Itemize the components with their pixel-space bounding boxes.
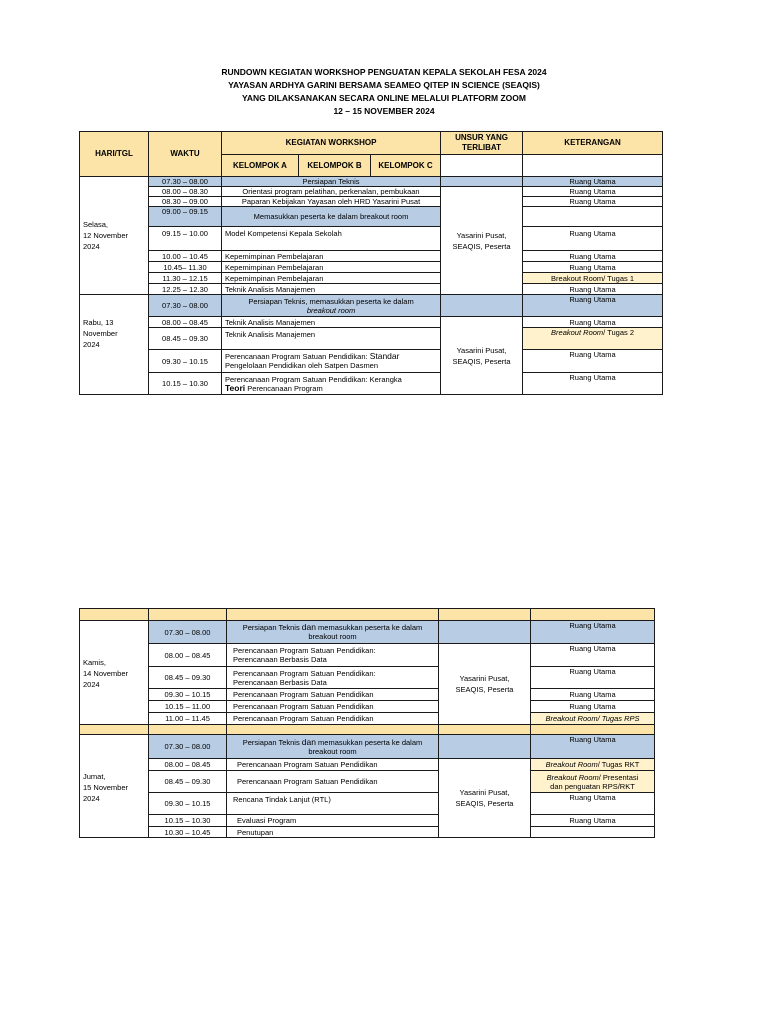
note-text-italic: Breakout Room xyxy=(546,772,599,782)
time-cell: 09.30 – 10.15 xyxy=(149,793,227,815)
header-keterangan-blank xyxy=(523,155,663,177)
header-strip-cell xyxy=(531,609,655,621)
note-text: / Presentasi xyxy=(598,772,639,782)
activity-cell: Rencana Tindak Lanjut (RTL) xyxy=(227,793,439,815)
header-kelompok-a: KELOMPOK A xyxy=(222,155,299,177)
note-cell: Ruang Utama xyxy=(523,227,663,251)
time-cell: 08.00 – 08.45 xyxy=(149,317,222,328)
separator-cell xyxy=(439,725,531,735)
header-strip-cell xyxy=(227,609,439,621)
title-line-4: 12 – 15 NOVEMBER 2024 xyxy=(333,106,435,116)
unsur-cell-rabu: Yasarini Pusat, SEAQIS, Peserta xyxy=(441,317,523,395)
separator-cell xyxy=(227,725,439,735)
note-text-italic: Breakout Room xyxy=(545,714,598,723)
activity-text: breakout room xyxy=(308,632,357,641)
time-cell: 08.00 – 08.30 xyxy=(149,187,222,197)
time-cell: 10.15 – 11.00 xyxy=(149,701,227,713)
time-cell: 07.30 – 08.00 xyxy=(149,735,227,759)
time-cell: 07.30 – 08.00 xyxy=(149,621,227,644)
time-cell: 08.30 – 09.00 xyxy=(149,197,222,207)
note-cell: Ruang Utama xyxy=(531,689,655,701)
note-cell: Ruang Utama xyxy=(523,177,663,187)
header-strip-cell xyxy=(439,609,531,621)
activity-cell: Kepemimpinan Pembelajaran xyxy=(222,251,441,262)
time-cell: 10.45– 11.30 xyxy=(149,262,222,273)
activity-cell: Perencanaan Program Satuan Pendidikan xyxy=(227,713,439,725)
unsur-cell-blank xyxy=(441,295,523,317)
header-hari: HARI/TGL xyxy=(80,132,149,177)
header-waktu: WAKTU xyxy=(149,132,222,177)
activity-cell: Paparan Kebijakan Yayasan oleh HRD Yasarini Pusat xyxy=(222,197,441,207)
note-cell: Ruang Utama xyxy=(523,197,663,207)
activity-cell: Penutupan xyxy=(227,827,439,838)
note-cell: Ruang Utama xyxy=(531,701,655,713)
activity-cell: Perencanaan Program Satuan Pendidikan xyxy=(227,701,439,713)
note-cell: Ruang Utama xyxy=(523,350,663,373)
activity-cell xyxy=(227,644,439,667)
note-cell xyxy=(531,827,655,838)
activity-text-large: Teori xyxy=(225,382,246,393)
time-cell: 10.15 – 10.30 xyxy=(149,373,222,395)
activity-cell: Teknik Analisis Manajemen xyxy=(222,328,441,350)
time-cell: 08.45 – 09.30 xyxy=(149,771,227,793)
activity-cell xyxy=(222,373,441,395)
note-text-italic: Breakout Room xyxy=(545,760,598,769)
time-cell: 09.30 – 10.15 xyxy=(149,350,222,373)
activity-text: Perencanaan Program Satuan Pendidikan: Kerangka xyxy=(225,374,402,384)
schedule-table-2 xyxy=(79,608,655,838)
note-cell: Ruang Utama xyxy=(523,284,663,295)
activity-text: breakout room xyxy=(308,746,357,756)
activity-cell xyxy=(222,350,441,373)
activity-text: memasukkan peserta ke dalam xyxy=(315,623,423,632)
note-cell: Ruang Utama xyxy=(523,295,663,317)
note-text: / Tugas RPS xyxy=(597,714,640,723)
activity-cell xyxy=(222,295,441,317)
unsur-cell-blank xyxy=(439,621,531,644)
activity-text-large: dan xyxy=(301,736,316,747)
activity-text-large: Standar xyxy=(369,351,400,361)
unsur-cell-blank xyxy=(441,177,523,187)
note-cell: Ruang Utama xyxy=(523,187,663,197)
activity-text: Perencanaan Program xyxy=(245,383,323,393)
unsur-cell-jumat: Yasarini Pusat, SEAQIS, Peserta xyxy=(439,759,531,838)
note-cell xyxy=(531,771,655,793)
title-line-1: RUNDOWN KEGIATAN WORKSHOP PENGUATAN KEPALA SEKOLAH FESA 2024 xyxy=(221,67,547,77)
unsur-cell-kamis: Yasarini Pusat, SEAQIS, Peserta xyxy=(439,644,531,725)
title-line-2: YAYASAN ARDHYA GARINI BERSAMA SEAMEO QITEP IN SCIENCE (SEAQIS) xyxy=(228,80,540,90)
note-cell: Ruang Utama xyxy=(531,621,655,644)
note-cell: Ruang Utama xyxy=(531,667,655,689)
note-cell: Ruang Utama xyxy=(531,644,655,667)
time-cell: 11.30 – 12.15 xyxy=(149,273,222,284)
title-line-3: YANG DILAKSANAKAN SECARA ONLINE MELALUI PLATFORM ZOOM xyxy=(242,93,526,103)
separator-cell xyxy=(80,725,149,735)
activity-cell xyxy=(227,667,439,689)
document-title xyxy=(0,66,768,118)
activity-cell: Memasukkan peserta ke dalam breakout room xyxy=(222,207,441,227)
unsur-cell-blank xyxy=(439,735,531,759)
unsur-cell-selasa: Yasarini Pusat, SEAQIS, Peserta xyxy=(441,187,523,295)
note-cell: Ruang Utama xyxy=(523,373,663,395)
activity-cell xyxy=(227,735,439,759)
activity-text: memasukkan peserta ke dalam xyxy=(315,737,423,747)
activity-text: Persiapan Teknis xyxy=(242,737,302,747)
activity-cell: Persiapan Teknis xyxy=(222,177,441,187)
activity-cell: Perencanaan Program Satuan Pendidikan xyxy=(227,771,439,793)
activity-text: Perencanaan Program Satuan Pendidikan: xyxy=(225,352,370,361)
day-cell-kamis: Kamis, 14 November 2024 xyxy=(80,621,149,725)
day-cell-selasa: Selasa, 12 November 2024 xyxy=(80,177,149,295)
note-cell: Ruang Utama xyxy=(523,317,663,328)
note-cell xyxy=(523,207,663,227)
activity-text: Pengelolaan Pendidikan oleh Satpen Dasmen xyxy=(225,361,379,370)
activity-text: Perencanaan Program Satuan Pendidikan: xyxy=(233,646,376,655)
note-cell: Ruang Utama xyxy=(523,262,663,273)
time-cell: 11.00 – 11.45 xyxy=(149,713,227,725)
note-cell xyxy=(531,759,655,771)
time-cell: 10.15 – 10.30 xyxy=(149,815,227,827)
activity-cell: Perencanaan Program Satuan Pendidikan xyxy=(227,759,439,771)
time-cell: 08.45 – 09.30 xyxy=(149,328,222,350)
activity-cell: Perencanaan Program Satuan Pendidikan xyxy=(227,689,439,701)
header-unsur: UNSUR YANG TERLIBAT xyxy=(441,132,523,155)
activity-cell: Model Kompetensi Kepala Sekolah xyxy=(222,227,441,251)
separator-cell xyxy=(149,725,227,735)
note-cell xyxy=(523,328,663,350)
separator-cell xyxy=(531,725,655,735)
day-cell-jumat: Jumat, 15 November 2024 xyxy=(80,735,149,838)
activity-text-large: dan xyxy=(301,622,316,632)
header-kelompok-c: KELOMPOK C xyxy=(371,155,441,177)
activity-text: Persiapan Teknis, memasukkan peserta ke dalam xyxy=(248,296,414,306)
activity-text: Perencanaan Program Satuan Pendidikan: xyxy=(233,668,376,678)
time-cell: 12.25 – 12.30 xyxy=(149,284,222,295)
time-cell: 09.30 – 10.15 xyxy=(149,689,227,701)
activity-cell: Teknik Analisis Manajemen xyxy=(222,284,441,295)
note-cell: Breakout Room/ Tugas 1 xyxy=(523,273,663,284)
note-cell: Ruang Utama xyxy=(531,793,655,815)
note-text: / Tugas 2 xyxy=(603,328,635,337)
activity-cell: Kepemimpinan Pembelajaran xyxy=(222,262,441,273)
header-keterangan: KETERANGAN xyxy=(523,132,663,155)
activity-cell: Kepemimpinan Pembelajaran xyxy=(222,273,441,284)
activity-text-italic: breakout room xyxy=(306,305,356,315)
note-text: dan penguatan RPS/RKT xyxy=(550,781,635,791)
note-cell xyxy=(531,713,655,725)
header-strip-cell xyxy=(149,609,227,621)
header-kelompok-b: KELOMPOK B xyxy=(299,155,371,177)
time-cell: 10.30 – 10.45 xyxy=(149,827,227,838)
time-cell: 07.30 – 08.00 xyxy=(149,295,222,317)
note-text-italic: Breakout Room xyxy=(551,328,604,337)
time-cell: 07.30 – 08.00 xyxy=(149,177,222,187)
header-unsur-blank xyxy=(441,155,523,177)
time-cell: 10.00 – 10.45 xyxy=(149,251,222,262)
time-cell: 08.00 – 08.45 xyxy=(149,644,227,667)
note-text: / Tugas RKT xyxy=(597,760,640,769)
header-kegiatan: KEGIATAN WORKSHOP xyxy=(222,132,441,155)
schedule-table-1 xyxy=(79,131,663,395)
time-cell: 08.45 – 09.30 xyxy=(149,667,227,689)
activity-cell: Evaluasi Program xyxy=(227,815,439,827)
time-cell: 09.00 – 09.15 xyxy=(149,207,222,227)
note-cell: Ruang Utama xyxy=(523,251,663,262)
note-cell: Ruang Utama xyxy=(531,815,655,827)
activity-text: Perencanaan Berbasis Data xyxy=(233,677,327,687)
time-cell: 09.15 – 10.00 xyxy=(149,227,222,251)
activity-text: Perencanaan Berbasis Data xyxy=(233,655,327,664)
header-strip-cell xyxy=(80,609,149,621)
time-cell: 08.00 – 08.45 xyxy=(149,759,227,771)
activity-cell: Orientasi program pelatihan, perkenalan, pembukaan xyxy=(222,187,441,197)
activity-cell xyxy=(227,621,439,644)
day-cell-rabu: Rabu, 13 November 2024 xyxy=(80,295,149,395)
note-cell: Ruang Utama xyxy=(531,735,655,759)
activity-text: Persiapan Teknis xyxy=(242,623,302,632)
activity-cell: Teknik Analisis Manajemen xyxy=(222,317,441,328)
